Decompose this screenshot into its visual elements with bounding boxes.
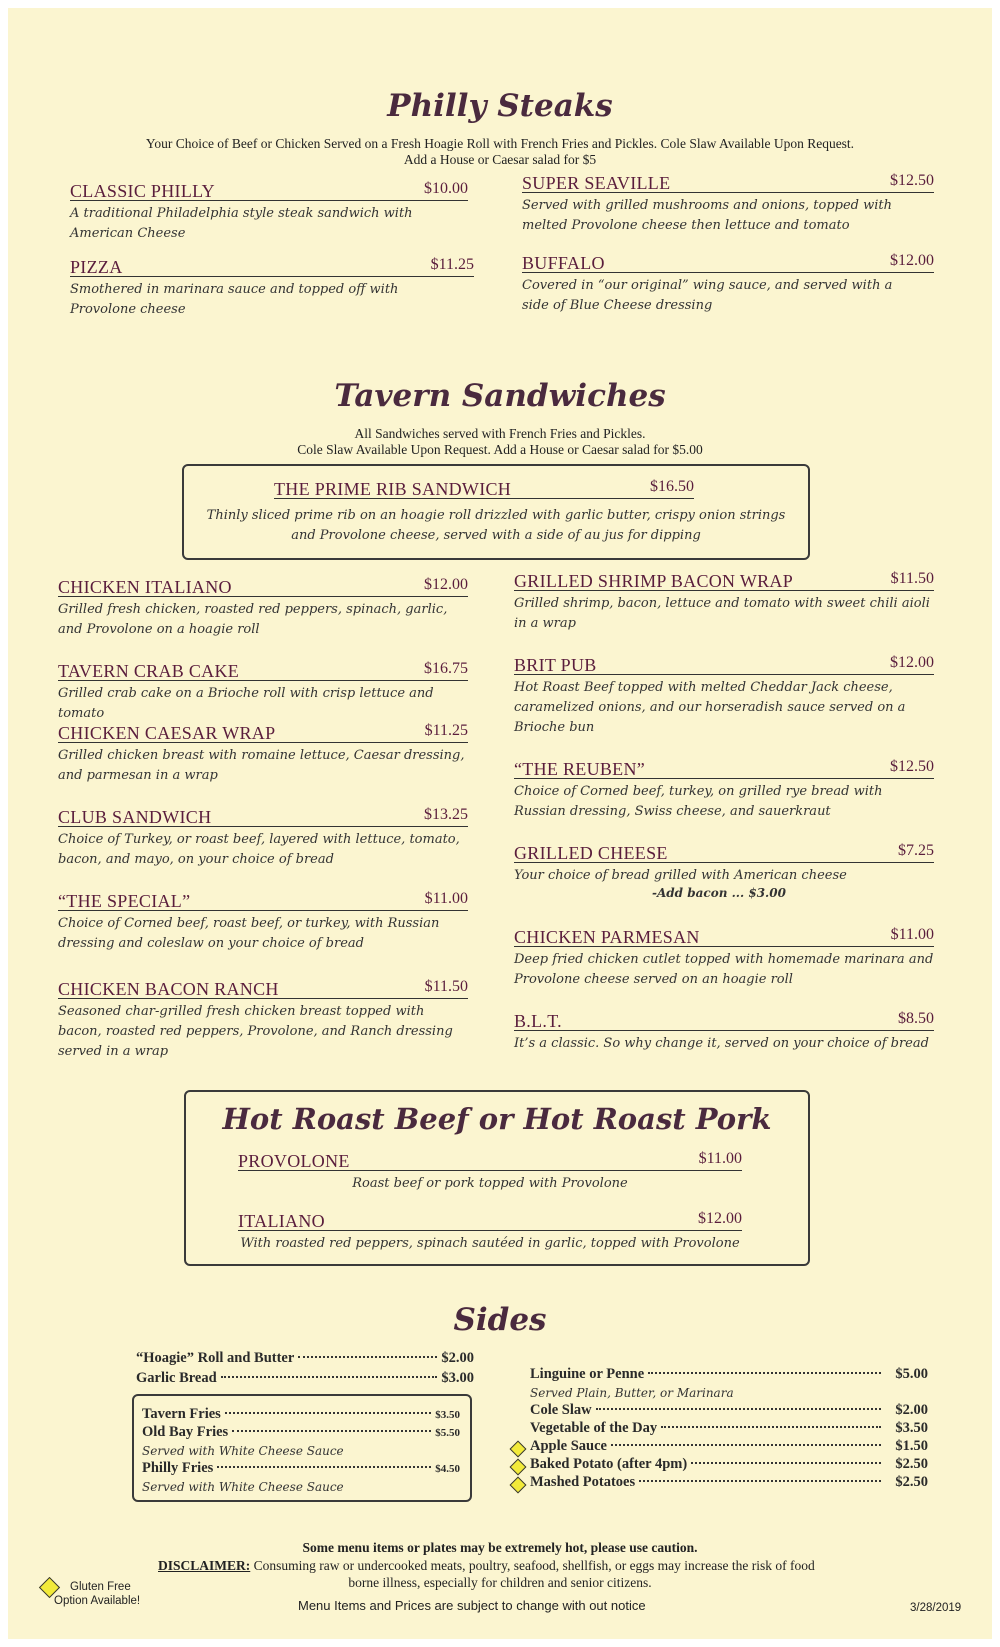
item-description: A traditional Philadelphia style steak sandwich with American Cheese (70, 206, 413, 241)
side-old-bay-fries (142, 1424, 460, 1441)
side-name: Apple Sauce (530, 1438, 607, 1454)
side-price: $3.50 (435, 1409, 460, 1421)
item-name: GRILLED CHEESE (514, 843, 668, 863)
side-garlic-bread (136, 1370, 474, 1387)
menu-item-the-special (58, 888, 468, 954)
side-name: “Hoagie” Roll and Butter (136, 1350, 295, 1366)
item-description: Smothered in marinara sauce and topped off with Provolone cheese (70, 282, 399, 317)
disclaimer-text: Consuming raw or undercooked meats, poultry, seafood, shellfish, or eggs may increase the risk of food (253, 1558, 815, 1573)
item-price: $12.00 (424, 576, 468, 593)
item-price: $12.00 (890, 252, 934, 269)
item-price: $11.50 (424, 978, 468, 995)
philly-fries-note: Served with White Cheese Sauce (142, 1480, 344, 1494)
item-name: B.L.T. (514, 1011, 562, 1031)
caution-note: Some menu items or plates may be extremely hot, please use caution. (302, 1540, 698, 1555)
item-description: Your choice of bread grilled with American cheese (514, 868, 847, 883)
item-description: Choice of Turkey, or roast beef, layered with lettuce, tomato, bacon, and mayo, on your choice of bread (58, 832, 460, 867)
item-description: Choice of Corned beef, roast beef, or turkey, with Russian dressing and coleslaw on your choice of bread (58, 916, 440, 951)
item-price: $8.50 (898, 1010, 934, 1027)
item-name: CHICKEN ITALIANO (58, 577, 232, 597)
side-name: Garlic Bread (136, 1370, 217, 1386)
sides-title: Sides (453, 1302, 547, 1338)
side-price: $2.50 (895, 1474, 928, 1490)
gluten-free-legend-2: Option Available! (54, 1595, 141, 1607)
menu-item-roast-provolone (238, 1148, 742, 1194)
item-price: $12.50 (890, 758, 934, 775)
side-price: $2.00 (895, 1402, 928, 1418)
menu-item-grilled-shrimp-bacon-wrap (514, 568, 934, 634)
menu-item-pizza (70, 254, 474, 320)
tavern-subtitle-1: All Sandwiches served with French Fries and Pickles. (354, 426, 646, 441)
item-name: GRILLED SHRIMP BACON WRAP (514, 571, 794, 591)
menu-item-the-reuben (514, 756, 934, 822)
item-price: $11.00 (890, 926, 934, 943)
item-price: $13.25 (424, 806, 468, 823)
disclaimer (158, 1558, 815, 1574)
add-bacon-note: -Add bacon ... $3.00 (652, 886, 786, 900)
item-name: SUPER SEAVILLE (522, 173, 671, 193)
item-name: CLASSIC PHILLY (70, 181, 215, 201)
gluten-free-diamond-icon (510, 1459, 527, 1476)
item-description: Covered in “our original” wing sauce, and served with a side of Blue Cheese dressing (522, 278, 893, 313)
item-price: $11.00 (698, 1150, 742, 1167)
item-description: It’s a classic. So why change it, served on your choice of bread (514, 1036, 929, 1051)
menu-item-tavern-crab-cake (58, 658, 468, 724)
tavern-sandwiches-title: Tavern Sandwiches (334, 378, 666, 414)
fries-box (132, 1394, 472, 1502)
side-apple-sauce (530, 1438, 928, 1455)
item-price: $7.25 (898, 842, 934, 859)
item-name: BRIT PUB (514, 655, 597, 675)
side-price: $4.50 (435, 1463, 460, 1475)
item-name: THE PRIME RIB SANDWICH (274, 479, 512, 499)
side-name: Philly Fries (142, 1460, 214, 1476)
menu-item-prime-rib (274, 476, 694, 499)
side-price: $3.50 (895, 1420, 928, 1436)
side-name: Old Bay Fries (142, 1424, 229, 1440)
side-name: Baked Potato (after 4pm) (530, 1456, 688, 1472)
disclaimer-text-2: borne illness, especially for children and senior citizens. (348, 1575, 652, 1590)
item-name: “THE REUBEN” (514, 759, 646, 779)
item-price: $11.50 (890, 570, 934, 587)
menu-item-grilled-cheese (514, 840, 934, 900)
item-price: $12.50 (890, 172, 934, 189)
philly-steaks-title: Philly Steaks (387, 88, 613, 124)
item-price: $12.00 (698, 1210, 742, 1227)
item-price: $12.00 (890, 654, 934, 671)
old-bay-fries-note: Served with White Cheese Sauce (142, 1444, 344, 1458)
item-description: Grilled shrimp, bacon, lettuce and tomato with sweet chili aioli in a wrap (514, 596, 930, 631)
disclaimer-label: DISCLAIMER: (158, 1558, 251, 1573)
menu-page (8, 8, 992, 1639)
side-price: $3.00 (441, 1370, 474, 1386)
side-price: $2.00 (441, 1350, 474, 1366)
item-name: PROVOLONE (238, 1151, 350, 1171)
side-mashed-potatoes (530, 1474, 928, 1491)
menu-item-chicken-bacon-ranch (58, 976, 468, 1062)
item-price: $16.50 (650, 478, 694, 495)
item-price: $16.75 (424, 660, 468, 677)
item-price: $11.25 (430, 256, 474, 273)
menu-item-chicken-parmesan (514, 924, 934, 990)
side-price: $5.00 (895, 1366, 928, 1382)
side-name: Tavern Fries (142, 1406, 221, 1422)
item-description: Grilled chicken breast with romaine lettuce, Caesar dressing, and parmesan in a wrap (58, 748, 465, 783)
item-description: Hot Roast Beef topped with melted Cheddar Jack cheese, caramelized onions, and our horseradish sauce served on a Brioche bun (514, 680, 906, 735)
prime-rib-description: Thinly sliced prime rib on an hoagie roll drizzled with garlic butter, crispy onion strings and Provolone cheese, served with a side of au jus for dipping (206, 508, 786, 543)
menu-item-buffalo (522, 250, 934, 316)
item-name: CHICKEN CAESAR WRAP (58, 723, 276, 743)
gluten-free-diamond-icon (510, 1441, 527, 1458)
item-description: Grilled crab cake on a Brioche roll with crisp lettuce and tomato (58, 686, 434, 721)
side-name: Cole Slaw (530, 1402, 592, 1418)
side-price: $5.50 (435, 1427, 460, 1439)
gluten-free-legend-1: Gluten Free (70, 1581, 131, 1593)
philly-subtitle-1: Your Choice of Beef or Chicken Served on a Fresh Hoagie Roll with French Fries and Pickles. Cole Slaw Available Upon Request. (145, 136, 855, 151)
item-description: Roast beef or pork topped with Provolone (352, 1176, 628, 1191)
menu-item-chicken-caesar-wrap (58, 720, 468, 786)
side-price: $2.50 (895, 1456, 928, 1472)
menu-item-club-sandwich (58, 804, 468, 870)
side-vegetable-of-the-day (530, 1420, 928, 1437)
item-name: CHICKEN BACON RANCH (58, 979, 279, 999)
philly-subtitle-2: Add a House or Caesar salad for $5 (403, 152, 597, 167)
price-change-notice: Menu Items and Prices are subject to change with out notice (298, 1598, 646, 1613)
item-name: “THE SPECIAL” (58, 891, 191, 911)
menu-item-blt (514, 1008, 934, 1054)
side-tavern-fries (142, 1406, 460, 1423)
side-hoagie-roll (136, 1350, 474, 1367)
item-description: With roasted red peppers, spinach sautéed in garlic, topped with Provolone (240, 1236, 740, 1251)
item-name: ITALIANO (238, 1211, 325, 1231)
featured-box (182, 464, 810, 560)
item-description: Choice of Corned beef, turkey, on grilled rye bread with Russian dressing, Swiss cheese, and sauerkraut (514, 784, 883, 819)
gluten-free-diamond-icon (510, 1477, 527, 1494)
item-name: PIZZA (70, 257, 123, 277)
menu-item-chicken-italiano (58, 574, 468, 640)
item-price: $11.25 (424, 722, 468, 739)
side-name: Vegetable of the Day (530, 1420, 658, 1436)
side-name: Mashed Potatoes (530, 1474, 636, 1490)
item-name: BUFFALO (522, 253, 605, 273)
item-description: Grilled fresh chicken, roasted red peppers, spinach, garlic, and Provolone on a hoagie roll (58, 602, 448, 637)
hot-roast-title: Hot Roast Beef or Hot Roast Pork (222, 1102, 772, 1136)
item-description: Served with grilled mushrooms and onions, topped with melted Provolone cheese then lettuce and tomato (522, 198, 893, 233)
item-description: Deep fried chicken cutlet topped with homemade marinara and Provolone cheese served on an hoagie roll (514, 952, 934, 987)
menu-item-classic-philly (70, 178, 468, 244)
item-name: CLUB SANDWICH (58, 807, 212, 827)
linguine-note: Served Plain, Butter, or Marinara (530, 1386, 734, 1400)
item-price: $11.00 (424, 890, 468, 907)
side-philly-fries (142, 1460, 460, 1477)
menu-item-super-seaville (522, 170, 934, 236)
item-price: $10.00 (424, 180, 468, 197)
side-baked-potato (530, 1456, 928, 1473)
item-name: CHICKEN PARMESAN (514, 927, 700, 947)
item-description: Seasoned char-grilled fresh chicken breast topped with bacon, roasted red peppers, Provolone, and Ranch dressing served in a wrap (58, 1004, 453, 1059)
menu-item-roast-italiano (238, 1208, 742, 1254)
menu-item-brit-pub (514, 652, 934, 738)
hot-roast-box (184, 1090, 810, 1266)
item-name: TAVERN CRAB CAKE (58, 661, 240, 681)
menu-date: 3/28/2019 (910, 1602, 962, 1614)
side-price: $1.50 (895, 1438, 928, 1454)
tavern-subtitle-2: Cole Slaw Available Upon Request. Add a House or Caesar salad for $5.00 (297, 442, 703, 457)
side-linguine-penne (530, 1366, 928, 1383)
side-cole-slaw (530, 1402, 928, 1419)
side-name: Linguine or Penne (530, 1366, 645, 1382)
